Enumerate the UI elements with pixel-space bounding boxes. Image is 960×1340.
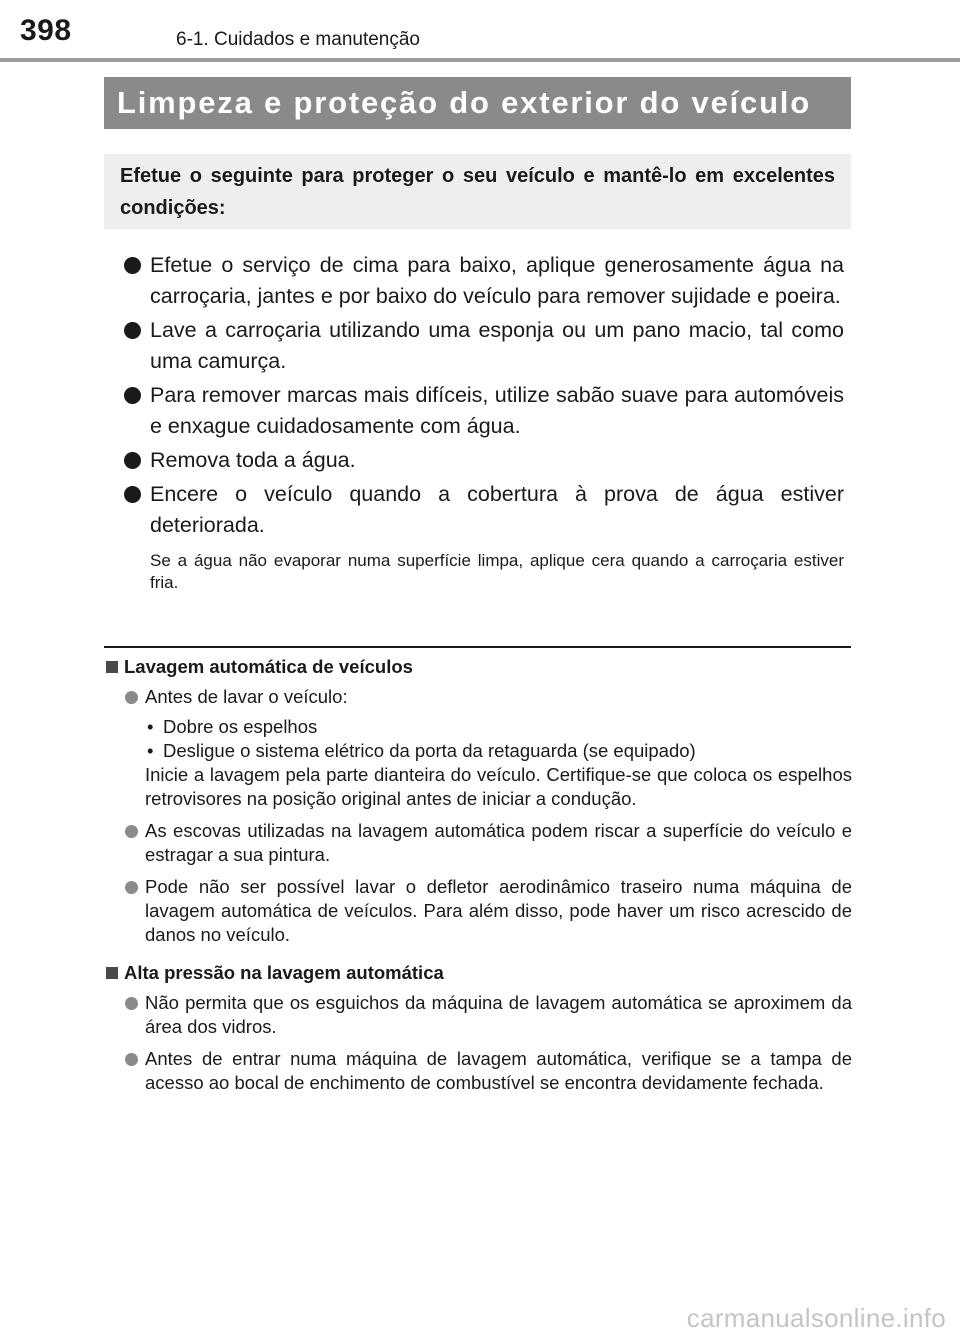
section-divider [104,646,851,648]
header-rule [0,58,960,62]
bullet-icon [124,387,141,404]
square-bullet-icon [106,661,118,673]
list-item-text: Efetue o serviço de cima para baixo, aplique generosamente água na carroçaria, jantes e por baixo do veículo para remover sujidade e poeira. [150,253,844,308]
sub-item [145,715,852,739]
bullet-icon [124,322,141,339]
sub-item [145,739,852,763]
note-heading-text: Lavagem automática de veículos [124,656,413,677]
intro-box [104,154,851,229]
main-note: Se a água não evaporar numa superfície limpa, aplique cera quando a carroçaria estiver fria. [150,551,844,592]
note-item-text: Antes de entrar numa máquina de lavagem automática, verifique se a tampa de acesso ao bocal de enchimento de combustível se encontra devidamente fechada. [145,1048,852,1093]
list-item-text: Encere o veículo quando a cobertura à prova de água estiver deteriorada. [150,482,844,537]
list-item [124,380,844,442]
bullet-icon [124,452,141,469]
dot-icon: • [147,716,154,737]
intro-text: Efetue o seguinte para proteger o seu veículo e mantê-lo em excelentes condições: [120,165,835,219]
bullet-icon [125,691,138,704]
list-item [124,315,844,377]
note-item-text: Pode não ser possível lavar o defletor aerodinâmico traseiro numa máquina de lavagem automática de veículos. Para além disso, pode haver um risco acrescido de danos no veículo. [145,876,852,945]
sub-item-text: Dobre os espelhos [163,716,318,737]
note-heading-text: Alta pressão na lavagem automática [124,962,444,983]
bullet-icon [124,486,141,503]
note-item [104,875,852,947]
note-item [104,819,852,867]
section-header: 6-1. Cuidados e manutenção [176,29,420,50]
bullet-icon [125,881,138,894]
list-item [124,250,844,312]
note-item-followup: Inicie a lavagem pela parte dianteira do veículo. Certifique-se que coloca os espelhos retrovisores na posição original antes de iniciar a condução. [145,764,852,809]
watermark: carmanualsonline.info [686,1303,946,1333]
notes-section [104,655,852,1102]
list-item-text: Remova toda a água. [150,448,356,472]
sub-list [145,715,852,763]
list-item [124,479,844,541]
note-item [104,1047,852,1095]
note-heading [104,655,852,679]
list-item [124,445,844,476]
page-number: 398 [20,14,72,47]
bullet-icon [125,1053,138,1066]
main-list [124,250,844,594]
note-item-text: Antes de lavar o veículo: [145,686,348,707]
bullet-icon [125,825,138,838]
note-item [104,685,852,811]
sub-item-text: Desligue o sistema elétrico da porta da retaguarda (se equipado) [163,740,696,761]
list-item-text: Para remover marcas mais difíceis, utilize sabão suave para automóveis e enxague cuidadosamente com água. [150,383,844,438]
note-item-text: Não permita que os esguichos da máquina de lavagem automática se aproximem da área dos vidros. [145,992,852,1037]
list-item-text: Lave a carroçaria utilizando uma esponja ou um pano macio, tal como uma camurça. [150,318,844,373]
square-bullet-icon [106,967,118,979]
page-title: Limpeza e proteção do exterior do veículo [104,77,851,129]
bullet-icon [125,997,138,1010]
note-item-text: As escovas utilizadas na lavagem automática podem riscar a superfície do veículo e estragar a sua pintura. [145,820,852,865]
note-item [104,991,852,1039]
note-heading [104,961,852,985]
bullet-icon [124,257,141,274]
dot-icon: • [147,740,154,761]
